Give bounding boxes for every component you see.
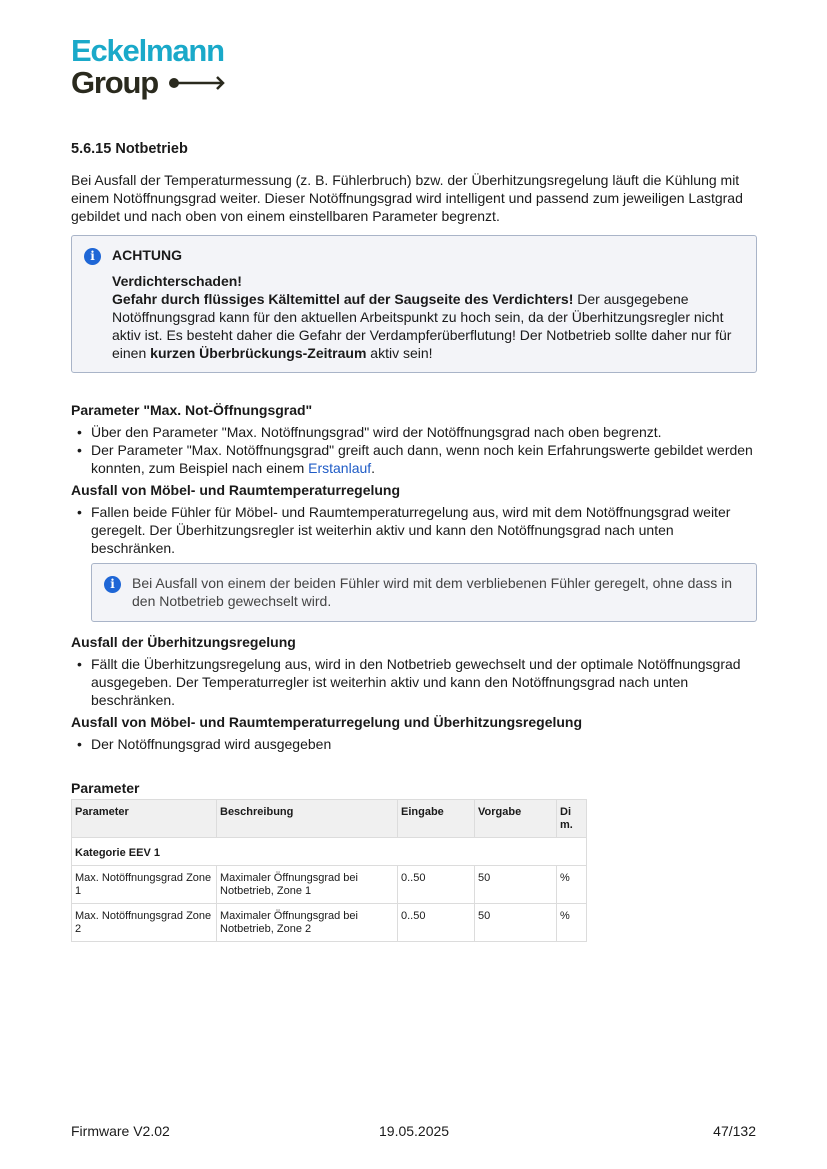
- table-row: Max. Notöffnungsgrad Zone 1 Maximaler Öffnungsgrad bei Notbetrieb, Zone 1 0..50 50 %: [72, 866, 587, 904]
- list-item: • Der Parameter "Max. Notöffnungsgrad" greift auch dann, wenn noch kein Erfahrungswerte gebildet werden konnten, zum Beispiel nach einem Erstanlauf.: [91, 441, 757, 477]
- list-item: • Über den Parameter "Max. Notöffnungsgrad" wird der Notöffnungsgrad nach oben begrenzt.: [91, 423, 757, 441]
- block-moebel: [71, 481, 757, 622]
- footer-page-number: 47/132: [713, 1123, 756, 1139]
- content: [71, 140, 757, 942]
- list-item: • Der Notöffnungsgrad wird ausgegeben: [91, 735, 757, 753]
- table-title: Parameter: [71, 780, 140, 796]
- table-row: Max. Notöffnungsgrad Zone 2 Maximaler Öffnungsgrad bei Notbetrieb, Zone 2 0..50 50 %: [72, 904, 587, 942]
- warning-box: [71, 235, 757, 373]
- footer-firmware: Firmware V2.02: [71, 1123, 170, 1139]
- heading: Ausfall von Möbel- und Raumtemperaturregelung und Überhitzungsregelung: [71, 714, 583, 730]
- warning-subtitle: Verdichterschaden!: [112, 273, 242, 289]
- eckelmann-logo: Eckelmann Group: [71, 36, 226, 100]
- info-icon: i: [104, 576, 121, 593]
- warning-text: Gefahr durch flüssiges Kältemittel auf der Saugseite des Verdichters! Der ausgegebene Notöffnungsgrad kann für den aktuellen Arbeitspunkt zu hoch sein, da der Überhitzungsregler nicht aktiv ist. Es besteht daher die Gefahr der Verdampferüberflutung! Der Notbetrieb sollte daher nur für einen kurzen Überbrückungs-Zeitraum aktiv sein!: [112, 291, 732, 361]
- heading: Ausfall von Möbel- und Raumtemperaturregelung: [71, 482, 401, 498]
- warning-title: ACHTUNG: [112, 247, 182, 263]
- block-max-not: [71, 401, 757, 477]
- section-title: 5.6.15 Notbetrieb: [71, 141, 188, 157]
- table-header: Parameter Beschreibung Eingabe Vorgabe Dim.: [72, 800, 587, 838]
- block-beide: [71, 713, 757, 753]
- list-item: • Fallen beide Fühler für Möbel- und Raumtemperaturregelung aus, wird mit dem Notöffnungsgrad weiter geregelt. Der Überhitzungsregler ist weiterhin aktiv und kann den Notöffnungsgrad nach unten beschränken.: [91, 503, 757, 557]
- block-ueberhitzung: [71, 633, 757, 709]
- info-icon: i: [84, 248, 101, 265]
- table-category-row: Kategorie EEV 1: [72, 838, 587, 866]
- heading: Parameter "Max. Not-Öffnungsgrad": [71, 402, 313, 418]
- arrow-icon: [168, 76, 226, 90]
- list-item: • Fällt die Überhitzungsregelung aus, wird in den Notbetrieb gewechselt und der optimale Notöffnungsgrad ausgegeben. Der Temperaturregler ist weiterhin aktiv und kann den Notöffnungsgrad nach unten beschränken.: [91, 655, 757, 709]
- heading: Ausfall der Überhitzungsregelung: [71, 634, 296, 650]
- footer-date: 19.05.2025: [379, 1123, 450, 1139]
- intro-paragraph: Bei Ausfall der Temperaturmessung (z. B. Fühlerbruch) bzw. der Überhitzungsregelung läuft die Kühlung mit einem Notöffnungsgrad weiter. Dieser Notöffnungsgrad wird intelligent und passend zum jeweiligen Lastgrad gebildet und nach oben von einem einstellbaren Parameter begrenzt.: [71, 172, 743, 224]
- parameter-table: [71, 799, 587, 942]
- erstanlauf-link[interactable]: Erstanlauf: [308, 460, 372, 476]
- note-box: i Bei Ausfall von einem der beiden Fühler wird mit dem verbliebenen Fühler geregelt, ohne dass in den Notbetrieb gewechselt wird.: [91, 563, 757, 622]
